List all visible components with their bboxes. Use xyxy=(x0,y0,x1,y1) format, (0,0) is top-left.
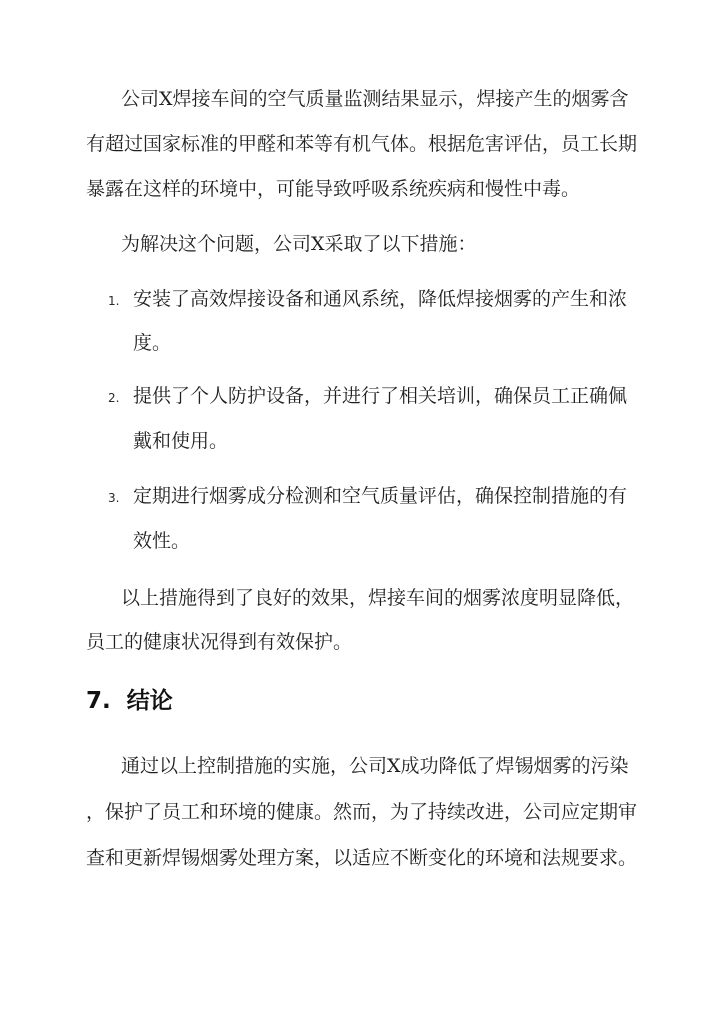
paragraph-line: 以上措施得到了良好的效果，焊接车间的烟雾浓度明显降低， xyxy=(121,587,635,609)
paragraph-line: 暴露在这样的环境中，可能导致呼吸系统疾病和慢性中毒。 xyxy=(86,178,581,200)
section-heading xyxy=(86,686,173,716)
paragraph-line: 查和更新焊锡烟雾处理方案，以适应不断变化的环境和法规要求。 xyxy=(86,847,638,869)
section-number: 7. xyxy=(86,688,111,714)
paragraph-line: 员工的健康状况得到有效保护。 xyxy=(86,631,353,653)
paragraph-line: ，保护了员工和环境的健康。然而，为了持续改进，公司应定期审 xyxy=(86,801,638,823)
list-item-line: 度。 xyxy=(133,332,172,354)
list-item-number: 2. xyxy=(108,391,120,405)
paragraph-line: 公司X焊接车间的空气质量监测结果显示，焊接产生的烟雾含 xyxy=(121,88,629,110)
list-item-line: 提供了个人防护设备，并进行了相关培训，确保员工正确佩 xyxy=(133,385,628,407)
list-item-line: 戴和使用。 xyxy=(133,430,229,452)
list-item-line: 安装了高效焊接设备和通风系统，降低焊接烟雾的产生和浓 xyxy=(133,288,628,310)
list-item-number: 1. xyxy=(108,294,120,308)
list-item-line: 效性。 xyxy=(133,530,191,552)
paragraph-line: 有超过国家标准的甲醛和苯等有机气体。根据危害评估，员工长期 xyxy=(86,133,638,155)
list-item-number: 3. xyxy=(108,491,120,505)
paragraph-line: 通过以上控制措施的实施，公司X成功降低了焊锡烟雾的污染 xyxy=(121,755,629,777)
section-title: 结论 xyxy=(126,688,173,714)
list-item-line: 定期进行烟雾成分检测和空气质量评估，确保控制措施的有 xyxy=(133,485,628,507)
paragraph-measures-intro: 为解决这个问题，公司X采取了以下措施： xyxy=(121,233,477,255)
